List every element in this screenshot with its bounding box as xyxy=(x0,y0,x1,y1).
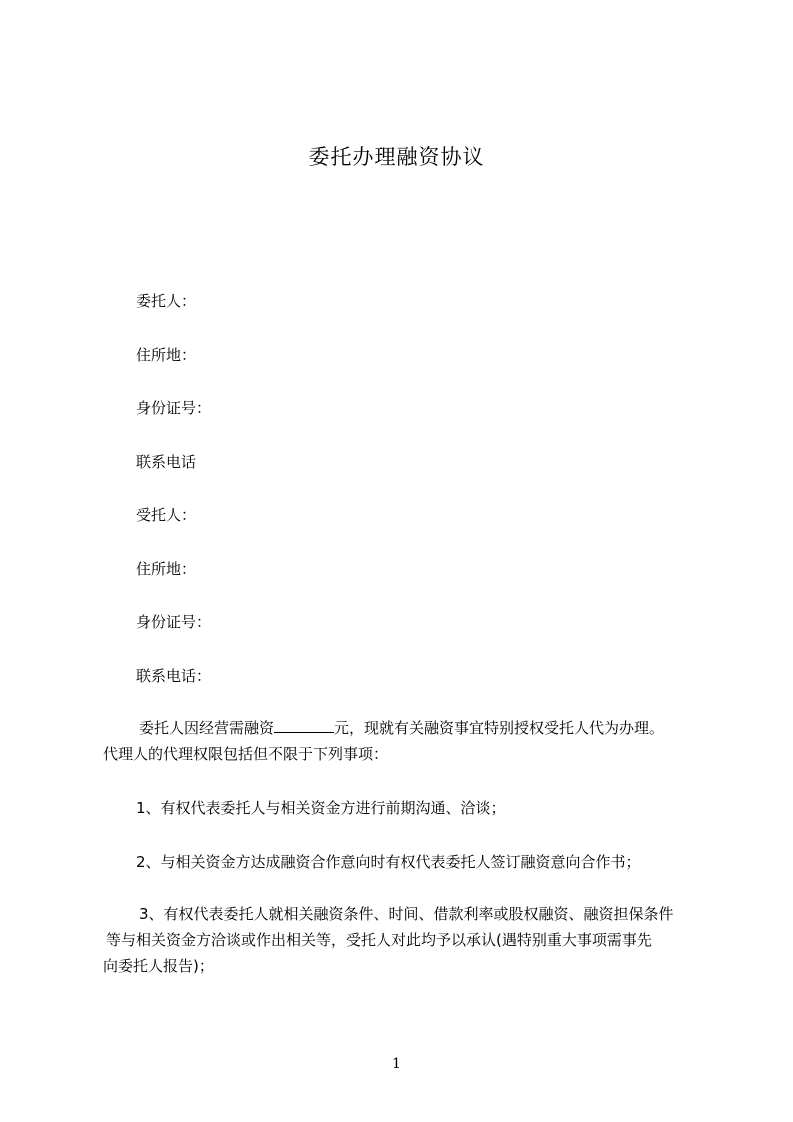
document-title: 委托办理融资协议 xyxy=(308,145,485,169)
intro-after-blank: 元，现就有关融资事宜特别授权受托人代为办理。 xyxy=(334,719,665,737)
amount-blank xyxy=(274,718,334,733)
item-3-line-3: 向委托人报告)； xyxy=(103,957,214,975)
item-3-line-1: 3、有权代表委托人就相关融资条件、时间、借款利率或股权融资、融资担保条件 xyxy=(139,905,674,923)
agent-phone-field: 联系电话： xyxy=(136,667,212,685)
item-3-line-2: 等与相关资金方洽谈或作出相关等，受托人对此均予以承认(遇特别重大事项需事先 xyxy=(106,931,652,949)
item-2: 2、与相关资金方达成融资合作意向时有权代表委托人签订融资意向合作书； xyxy=(136,853,641,871)
principal-phone-field: 联系电话 xyxy=(136,453,197,471)
item-1: 1、有权代表委托人与相关资金方进行前期沟通、洽谈； xyxy=(136,799,506,817)
intro-line-2: 代理人的代理权限包括但不限于下列事项： xyxy=(103,745,389,763)
principal-name-field: 委托人： xyxy=(136,292,197,310)
item-3-paragraph xyxy=(103,901,723,979)
principal-address-field: 住所地： xyxy=(136,346,197,364)
agent-address-field: 住所地： xyxy=(136,560,197,578)
agent-id-field: 身份证号： xyxy=(136,613,212,631)
intro-paragraph xyxy=(103,715,723,767)
intro-line-1 xyxy=(103,715,723,741)
page-number: 1 xyxy=(392,1056,401,1072)
principal-id-field: 身份证号： xyxy=(136,399,212,417)
intro-before-blank: 委托人因经营需融资 xyxy=(139,719,275,737)
agent-name-field: 受托人： xyxy=(136,506,197,524)
